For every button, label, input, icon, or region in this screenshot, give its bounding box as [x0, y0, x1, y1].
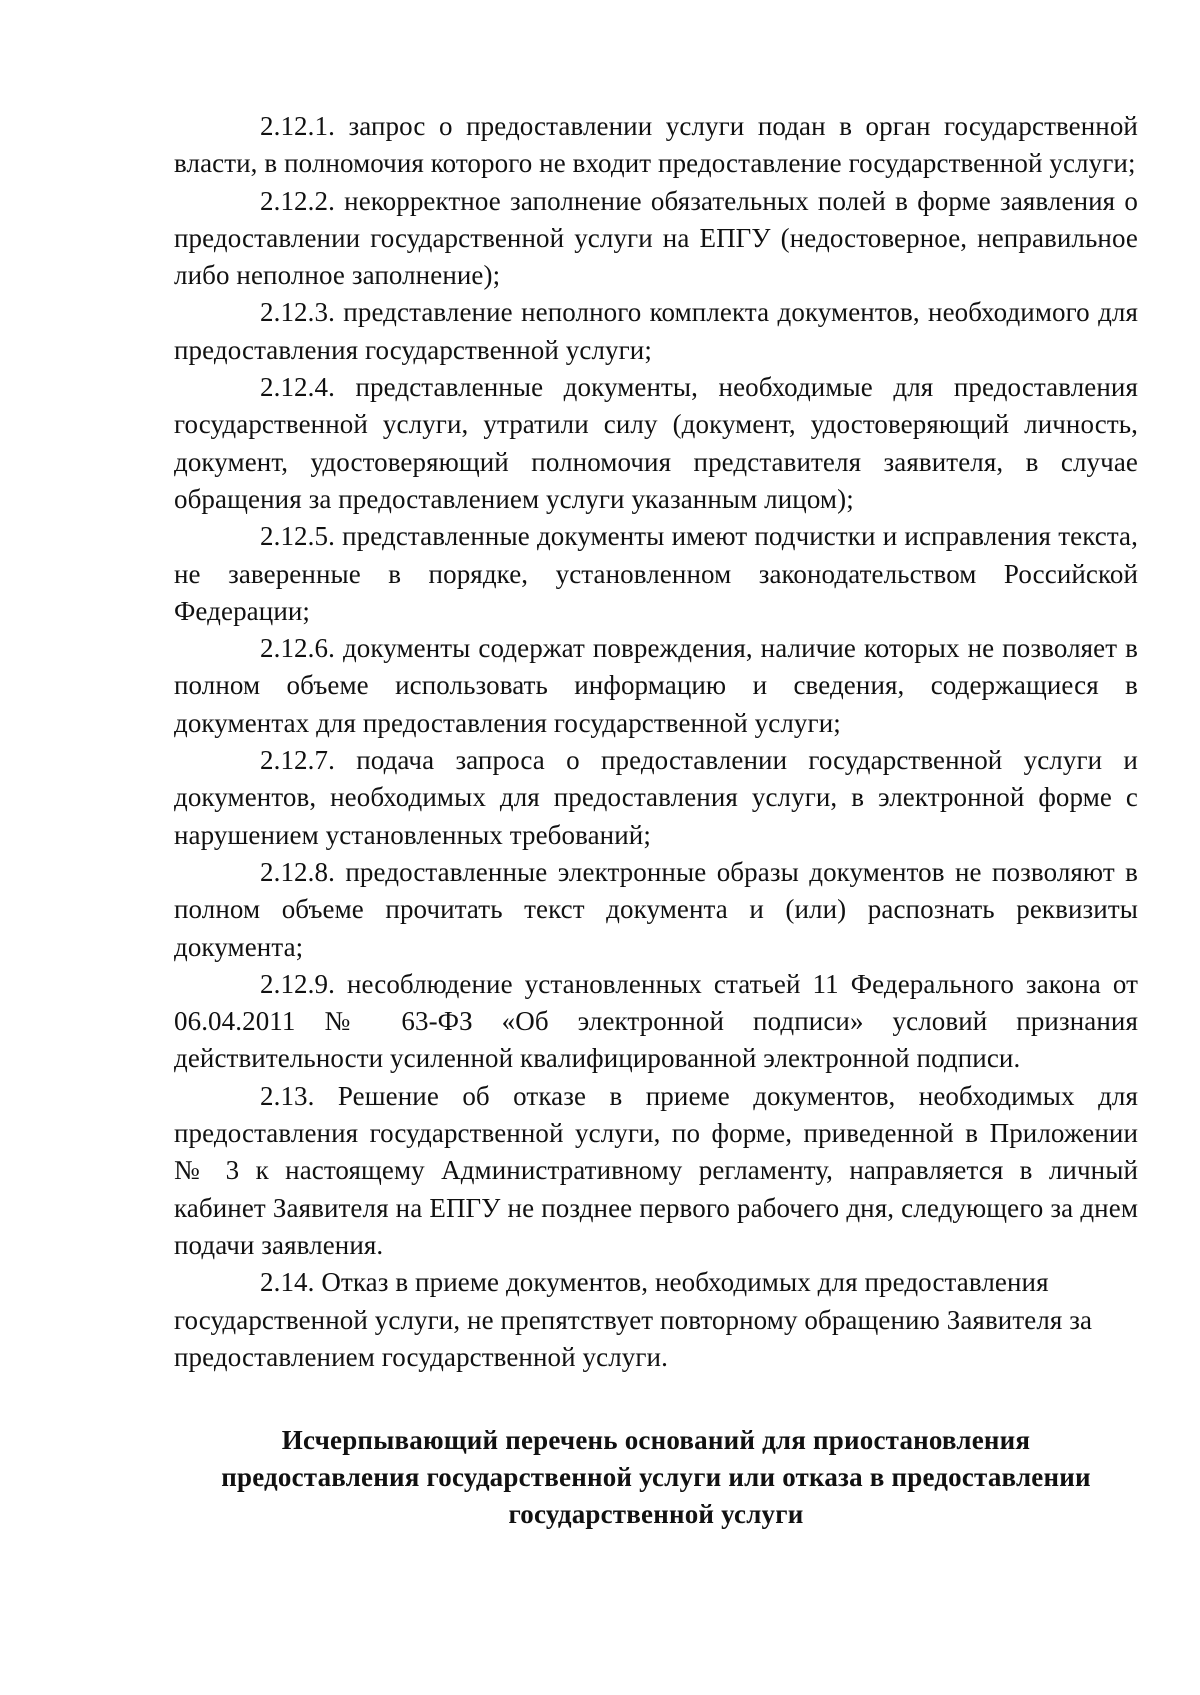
paragraph-2-12-3: 2.12.3. представление неполного комплекта документов, необходимого для предоставления государственной услуги;: [174, 297, 1138, 365]
section-heading: [174, 1422, 1138, 1533]
paragraph-2-12-2: 2.12.2. некорректное заполнение обязательных полей в форме заявления о предоставлении государственной услуги на ЕПГУ (недостоверное, неправильное либо неполное заполнение);: [174, 185, 1138, 291]
section-heading-line-1: Исчерпывающий перечень оснований для приостановления: [281, 1425, 1031, 1456]
paragraph-2-12-9: 2.12.9. несоблюдение установленных статьей 11 Федерального закона от 06.04.2011 № 63-ФЗ «Об электронной подписи» условий признания действительности усиленной квалифицированной электронной подписи.: [174, 968, 1138, 1074]
paragraph-2-12-6: 2.12.6. документы содержат повреждения, наличие которых не позволяет в полном объеме использовать информацию и сведения, содержащиеся в документах для предоставления государственной услуги;: [174, 633, 1138, 738]
paragraph-2-13: 2.13. Решение об отказе в приеме документов, необходимых для предоставления государственной услуги, по форме, приведенной в Приложении № 3 к настоящему Административному регламенту, направляется в личный кабинет Заявителя на ЕПГУ не позднее первого рабочего дня, следующего за днем подачи заявления.: [174, 1080, 1138, 1260]
paragraph-2-12-7: 2.12.7. подача запроса о предоставлении государственной услуги и документов, необходимых для предоставления услуги, в электронной форме с нарушением установленных требований;: [174, 745, 1138, 850]
paragraph-2-14: 2.14. Отказ в приеме документов, необходимых для предоставления государственной услуги, не препятствует повторному обращению Заявителя за предоставлением государственной услуги.: [174, 1267, 1093, 1372]
paragraph-2-12-8: 2.12.8. предоставленные электронные образы документов не позволяют в полном объеме прочитать текст документа и (или) распознать реквизиты документа;: [174, 856, 1138, 962]
document-body: [174, 108, 1138, 1533]
paragraph-2-12-4: 2.12.4. представленные документы, необходимые для предоставления государственной услуги, утратили силу (документ, удостоверяющий личность, документ, удостоверяющий полномочия представителя заявителя, в случае обращения за предоставлением услуги указанным лицом);: [174, 372, 1138, 514]
paragraph-2-12-1: 2.12.1. запрос о предоставлении услуги подан в орган государственной власти, в полномочия которого не входит предоставление государственной услуги;: [174, 111, 1138, 179]
section-heading-line-3: государственной услуги: [508, 1499, 804, 1530]
section-heading-line-2: предоставления государственной услуги или отказа в предоставлении: [221, 1462, 1091, 1493]
paragraph-2-12-5: 2.12.5. представленные документы имеют подчистки и исправления текста, не заверенные в порядке, установленном законодательством Российской Федерации;: [174, 521, 1138, 626]
